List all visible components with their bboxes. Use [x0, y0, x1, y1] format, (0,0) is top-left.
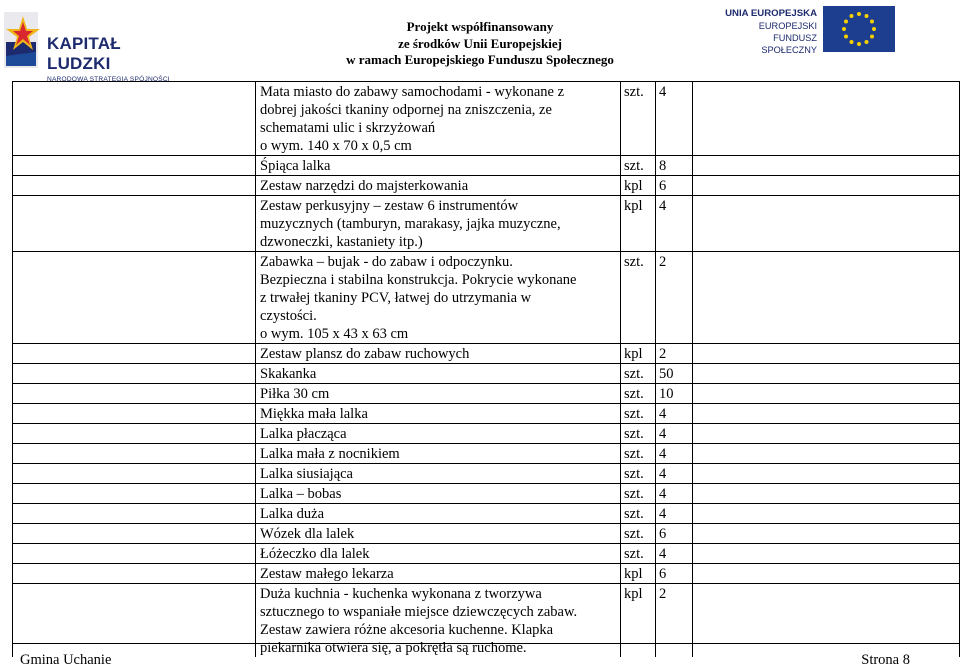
project-cofinancing-note — [320, 19, 640, 69]
item-name-line: Zestaw perkusyjny – zestaw 6 instrumentów — [260, 198, 519, 214]
eu-social-fund-logo — [720, 6, 900, 54]
table-row — [13, 196, 960, 252]
row-leading-cell — [13, 364, 256, 384]
item-name-cell — [256, 504, 621, 524]
equipment-table — [12, 81, 959, 656]
row-trailing-cell — [693, 504, 960, 524]
row-leading-cell — [13, 384, 256, 404]
item-name-cell — [256, 196, 621, 252]
item-name-line: Piłka 30 cm — [260, 386, 330, 402]
row-trailing-cell — [693, 424, 960, 444]
item-name-line: Lalka – bobas — [260, 486, 342, 502]
item-quantity-cell: 4 — [656, 544, 693, 564]
item-unit-cell: szt. — [621, 444, 656, 464]
eu-flag-icon — [823, 6, 895, 52]
eu-logo-line-1: UNIA EUROPEJSKA — [725, 8, 817, 19]
item-name-line: schematami ulic i skrzyżowań — [260, 120, 436, 136]
item-name-line: o wym. 105 x 43 x 63 cm — [260, 326, 409, 342]
footer-divider — [12, 643, 959, 644]
item-name-line: o wym. 140 x 70 x 0,5 cm — [260, 138, 412, 154]
item-unit-cell: szt. — [621, 404, 656, 424]
row-trailing-cell — [693, 252, 960, 344]
item-unit-cell: kpl — [621, 344, 656, 364]
row-trailing-cell — [693, 156, 960, 176]
footer-page-number: Strona 8 — [861, 652, 910, 668]
row-leading-cell — [13, 252, 256, 344]
item-unit-cell: szt. — [621, 484, 656, 504]
item-name-line: Zestaw małego lekarza — [260, 566, 394, 582]
item-quantity-cell: 6 — [656, 176, 693, 196]
table-row — [13, 524, 960, 544]
item-unit-cell: szt. — [621, 424, 656, 444]
table-row — [13, 584, 960, 658]
table-row — [13, 344, 960, 364]
item-name-line: Łóżeczko dla lalek — [260, 546, 370, 562]
item-unit-cell: szt. — [621, 364, 656, 384]
row-leading-cell — [13, 504, 256, 524]
table-row — [13, 82, 960, 156]
row-leading-cell — [13, 584, 256, 658]
item-name-line: Mata miasto do zabawy samochodami - wykonane z — [260, 84, 565, 100]
row-leading-cell — [13, 564, 256, 584]
row-trailing-cell — [693, 484, 960, 504]
item-quantity-cell: 4 — [656, 444, 693, 464]
item-name-cell — [256, 384, 621, 404]
row-leading-cell — [13, 444, 256, 464]
item-unit-cell: kpl — [621, 584, 656, 658]
table-row — [13, 364, 960, 384]
item-name-line: Skakanka — [260, 366, 317, 382]
item-name-cell — [256, 444, 621, 464]
item-name-line: sztucznego to wspaniałe miejsce dziewczęcych zabaw. — [260, 604, 578, 620]
item-quantity-cell: 4 — [656, 82, 693, 156]
table-row — [13, 444, 960, 464]
header-line-1: Projekt współfinansowany — [406, 19, 554, 34]
row-leading-cell — [13, 524, 256, 544]
item-quantity-cell: 4 — [656, 504, 693, 524]
row-trailing-cell — [693, 404, 960, 424]
item-name-line: Zabawka – bujak - do zabaw i odpoczynku. — [260, 254, 513, 270]
table-row — [13, 252, 960, 344]
item-name-cell — [256, 524, 621, 544]
table-row — [13, 424, 960, 444]
item-name-line: Lalka mała z nocnikiem — [260, 446, 400, 462]
item-name-cell — [256, 82, 621, 156]
row-leading-cell — [13, 176, 256, 196]
item-unit-cell: szt. — [621, 464, 656, 484]
item-quantity-cell: 4 — [656, 484, 693, 504]
row-leading-cell — [13, 156, 256, 176]
item-name-line: Zestaw plansz do zabaw ruchowych — [260, 346, 470, 362]
item-name-line: z trwałej tkaniny PCV, łatwej do utrzymania w — [260, 290, 532, 306]
item-name-line: Lalka płacząca — [260, 426, 347, 442]
item-unit-cell: szt. — [621, 544, 656, 564]
eu-logo-line-3: FUNDUSZ SPOŁECZNY — [761, 33, 817, 55]
table-row — [13, 176, 960, 196]
row-trailing-cell — [693, 82, 960, 156]
eu-logo-line-2: EUROPEJSKI — [758, 21, 817, 31]
item-unit-cell: kpl — [621, 564, 656, 584]
row-leading-cell — [13, 82, 256, 156]
item-quantity-cell: 2 — [656, 584, 693, 658]
page-header — [0, 0, 960, 83]
item-name-line: Miękka mała lalka — [260, 406, 368, 422]
footer-municipality: Gmina Uchanie — [20, 652, 112, 668]
row-trailing-cell — [693, 176, 960, 196]
item-name-line: Zestaw zawiera różne akcesoria kuchenne. Klapka — [260, 622, 554, 638]
row-leading-cell — [13, 544, 256, 564]
table-row — [13, 504, 960, 524]
item-quantity-cell: 8 — [656, 156, 693, 176]
table-row — [13, 156, 960, 176]
item-quantity-cell: 2 — [656, 344, 693, 364]
item-unit-cell: szt. — [621, 156, 656, 176]
item-name-cell — [256, 464, 621, 484]
item-name-cell — [256, 404, 621, 424]
item-name-line: Bezpieczna i stabilna konstrukcja. Pokrycie wykonane — [260, 272, 577, 288]
row-trailing-cell — [693, 196, 960, 252]
item-unit-cell: szt. — [621, 384, 656, 404]
item-name-line: dobrej jakości tkaniny odpornej na zniszczenia, ze — [260, 102, 552, 118]
item-unit-cell: szt. — [621, 504, 656, 524]
row-trailing-cell — [693, 384, 960, 404]
item-name-cell — [256, 364, 621, 384]
row-trailing-cell — [693, 364, 960, 384]
table-row — [13, 384, 960, 404]
row-trailing-cell — [693, 584, 960, 658]
item-quantity-cell: 50 — [656, 364, 693, 384]
row-leading-cell — [13, 484, 256, 504]
table-row — [13, 484, 960, 504]
row-trailing-cell — [693, 544, 960, 564]
item-name-line: Duża kuchnia - kuchenka wykonana z tworzywa — [260, 586, 542, 602]
item-name-line: Śpiąca lalka — [260, 158, 331, 174]
table-row — [13, 564, 960, 584]
item-quantity-cell: 6 — [656, 524, 693, 544]
row-trailing-cell — [693, 444, 960, 464]
item-name-line: Wózek dla lalek — [260, 526, 355, 542]
item-quantity-cell: 10 — [656, 384, 693, 404]
row-leading-cell — [13, 464, 256, 484]
row-trailing-cell — [693, 464, 960, 484]
item-name-cell — [256, 564, 621, 584]
item-unit-cell: szt. — [621, 82, 656, 156]
item-unit-cell: szt. — [621, 524, 656, 544]
item-quantity-cell: 4 — [656, 404, 693, 424]
item-quantity-cell: 2 — [656, 252, 693, 344]
item-name-line: muzycznych (tamburyn, marakasy, jajka muzyczne, — [260, 216, 561, 232]
item-quantity-cell: 4 — [656, 464, 693, 484]
kapital-ludzki-subtitle: NARODOWA STRATEGIA SPÓJNOŚCI — [47, 76, 170, 83]
item-name-line: Lalka duża — [260, 506, 325, 522]
item-quantity-cell: 4 — [656, 424, 693, 444]
item-name-line: czystości. — [260, 308, 317, 324]
row-leading-cell — [13, 344, 256, 364]
table-row — [13, 544, 960, 564]
row-trailing-cell — [693, 344, 960, 364]
item-name-line: Lalka siusiająca — [260, 466, 353, 482]
item-quantity-cell: 6 — [656, 564, 693, 584]
item-name-cell — [256, 176, 621, 196]
kapital-ludzki-star-icon — [2, 12, 44, 68]
item-name-line: Zestaw narzędzi do majsterkowania — [260, 178, 469, 194]
item-unit-cell: kpl — [621, 196, 656, 252]
item-name-cell — [256, 344, 621, 364]
item-name-cell — [256, 156, 621, 176]
item-name-cell — [256, 252, 621, 344]
row-trailing-cell — [693, 564, 960, 584]
row-leading-cell — [13, 196, 256, 252]
item-unit-cell: kpl — [621, 176, 656, 196]
row-trailing-cell — [693, 524, 960, 544]
row-leading-cell — [13, 424, 256, 444]
item-name-line: dzwoneczki, kastaniety itp.) — [260, 234, 423, 250]
table-row — [13, 464, 960, 484]
kapital-ludzki-logo — [2, 12, 187, 83]
kapital-ludzki-title: KAPITAŁ LUDZKI — [47, 34, 121, 73]
item-quantity-cell: 4 — [656, 196, 693, 252]
item-name-cell — [256, 484, 621, 504]
table-row — [13, 404, 960, 424]
item-name-line: piekarnika otwiera się, a pokrętła są ruchome. — [260, 640, 527, 656]
item-name-cell — [256, 584, 621, 658]
header-line-3: w ramach Europejskiego Funduszu Społecznego — [346, 52, 614, 67]
row-leading-cell — [13, 404, 256, 424]
item-unit-cell: szt. — [621, 252, 656, 344]
item-name-cell — [256, 544, 621, 564]
item-name-cell — [256, 424, 621, 444]
header-line-2: ze środków Unii Europejskiej — [398, 35, 562, 51]
